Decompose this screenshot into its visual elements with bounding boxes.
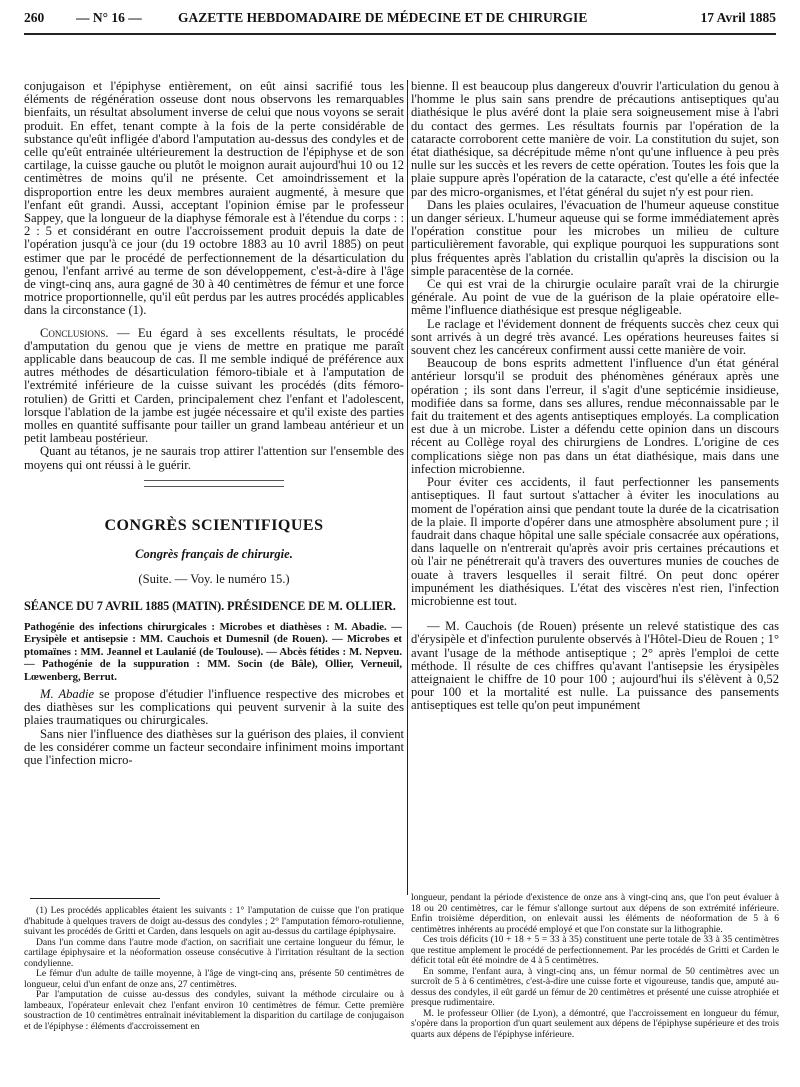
footnote: Par l'amputation de cuisse au-dessus des condyles, suivant la méthode circulaire ou à lambeaux, l'opérateur enlevait chez l'enfant environ 10 centimètres de fémur. Cette première soustraction de 10 centimètres entraînait inévitablement la disparition du cartilage de conjugaison et de l'épiphyse : éléments d'accroissement en	[24, 989, 404, 1032]
footnote-rule	[30, 898, 160, 899]
order-of-day: Pathogénie des infections chirurgicales : Microbes et diathèses : M. Abadie. — Erysipèle et antisepsie : MM. Cauchois et Dumesnil (de Rouen). — Microbes et ptomaïnes : MM. Jeannel et Laulanié (de Toulouse). — Abcès fétides : M. Nepveu. — Pathogénie de la suppuration : MM. Socin (de Bâle), Ollier, Verneuil, Lœwenberg, Berrut.	[24, 620, 402, 683]
paragraph: Beaucoup de bons esprits admettent l'influence d'un état général antérieur lorsqu'il se produit des phénomènes généraux après une opération ; ils sont dans l'erreur, il s'agit d'une septicémie insidieuse, modifiée dans sa forme, dans ses allures, rendue méconnaissable par le fait du traitement et des agents antiseptiques employés. La complication est due à un microbe. Lister a défendu cette opinion dans un discours récent au Collège royal des chirurgiens de Londres. L'origine de ces complications siège non pas dans un état diathésique, mais dans une infection microbienne.	[411, 356, 779, 476]
section-divider	[144, 480, 284, 487]
header-rule	[24, 33, 776, 35]
footnote: (1) Les procédés applicables étaient les suivants : 1° l'amputation de cuisse que l'on pratique d'habitude à quelques travers de doigt au-dessus des condyles ; 2° l'amputation fémoro-rotulienne, suivant les procédés de Gritti et Carden, dans lesquels on agit au-dessus du cartilage épiphysaire.	[24, 906, 404, 937]
continuation-note: (Suite. — Voy. le numéro 15.)	[138, 571, 290, 586]
footnote: Le fémur d'un adulte de taille moyenne, à l'âge de vingt-cinq ans, présente 50 centimètres de longueur, celui d'un enfant de onze ans, 27 centimètres.	[24, 968, 404, 990]
paragraph: Le raclage et l'évidement donnent de fréquents succès chez ceux qui sont arrivés à un degré très avancé. Les opérations heureuses faites si souvent chez les cancéreux confirment aussi cette manière de voir.	[411, 316, 779, 358]
footnote: En somme, l'enfant aura, à vingt-cinq ans, un fémur normal de 50 centimètres avec un surcroît de 5 à 6 centimètres, c'est-à-dire une cuisse forte et vigoureuse, tandis que, amputé au-dessus des condyles, il eût gardé un fémur de 20 centimètres et présenté une cuisse atrophiée et presque rudimentaire.	[411, 965, 779, 1008]
footnote: Ces trois déficits (10 + 18 + 5 = 33 à 35) constituent une perte totale de 33 à 35 centimètres que restitue amplement le procédé de perfectionnement. Par les procédés de Gritti et Carden le déficit total eût été moindre de 4 à 5 centimètres.	[411, 934, 779, 966]
conclusions-paragraph	[24, 327, 404, 446]
footnotes-left	[24, 906, 404, 1081]
conclusions-text: — Eu égard à ses excellents résultats, le procédé d'amputation du genou que je viens de mettre en pratique me paraît applicable dans beaucoup de cas. Il me semble indiqué de préférence aux autres méthodes de désarticulation fémoro-tibiale et à l'amputation de l'extrémité inférieure de la cuisse suivant les procédés (dits fémoro-rotulien) de Gritti et Carden, principalement chez l'enfant et l'adolescent, lorsque l'ablation de la jambe est jugée nécessaire et qu'il existe des parties molles en quantité suffisante pour tailler un grand lambeau antérieur et un petit lambeau postérieur.	[24, 325, 404, 446]
section-title: CONGRÈS SCIENTIFIQUES	[104, 516, 324, 534]
page-number: 260	[24, 10, 45, 25]
footnote: Dans l'un comme dans l'autre mode d'action, on sacrifiait une certaine longueur du fémur, le cartilage épiphysaire et la néoformation osseuse consécutive à l'irritation résultant de la section condylienne.	[24, 936, 404, 969]
speaker-name: — M. Cauchois	[427, 619, 512, 634]
paragraph: bienne. Il est beaucoup plus dangereux d'ouvrir l'articulation du genou à l'homme le plus sain sans prendre de précautions antiseptiques qu'au diathésique le plus avéré dont la plaie sera soigneusement mise à l'abri du contact des germes. Les résultats fournis par l'opération de la cataracte corroborent cette manière de voir. La constitution du sujet, son état diathésique, sa décrépitude même n'ont qu'une influence à peu près nulle sur les succès et les revers de cette opération. Toutes les fois que la plaie suppure après l'opération de la cataracte, c'est qu'elle a été infectée par des micro-organismes, et l'état général du sujet n'y est pour rien.	[411, 80, 779, 199]
paragraph: Dans les plaies oculaires, l'évacuation de l'humeur aqueuse constitue un danger sérieux. L'humeur aqueuse qui se forme immédiatement après l'opération constitue pour les microbes un milieu de culture particulièrement favorable, qui explique pourquoi les suppurations sont plus fréquentes après l'ablation du cristallin qu'après la discision ou la simple paracentèse de la cornée.	[411, 197, 779, 278]
speaker-name: M. Abadie	[40, 686, 95, 701]
paragraph: conjugaison et l'épiphyse entièrement, on eût ainsi sacrifié tous les éléments de régénération osseuse dont nous observons les remarquables bienfaits, un résultat absolument inverse de celui que nous voyons se serait produit. En effet, tenant compte à la fois de la perte considérable de substance qu'eût infligée d'abord l'amputation au-dessus des condyles et de celle qu'eût entrainée ultérieurement la destruction de l'épiphyse et de son cartilage, la cuisse gauche ou plutôt le moignon aurait aujourd'hui 10 ou 12 centimètres de moins qu'il ne présente. Cet amoindrissement et la disproportion entre les deux membres auraient augmenté, à mesure que l'enfant eût grandi. Aussi, acceptant l'opinion émise par le professeur Sappey, que la longueur de la diaphyse fémorale est à l'étendue du corps : : 2 : 5 et considérant en outre l'accroissement produit depuis la date de l'opération jusqu'à ce jour (du 19 octobre 1883 au 10 avril 1885) on peut estimer que par le procédé de perfectionnement de la désarticulation du genou, l'enfant arrivé au terme de son développement, c'est-à-dire à l'âge de vingt-cinq ans, aura gagné de 30 à 40 centimètres de fémur et une force motrice proportionnelle, qu'il eût perdus par les autres procédés applicables dans la circonstance (1).	[24, 80, 404, 318]
session-heading: SÉANCE DU 7 AVRIL 1885 (MATIN). PRÉSIDENCE DE M. OLLIER.	[24, 598, 396, 613]
conclusions-label: Conclusions.	[40, 325, 109, 340]
paragraph: Quant au tétanos, je ne saurais trop attirer l'attention sur l'ensemble des moyens qui ont réussi à le guérir.	[24, 444, 404, 472]
footnote: M. le professeur Ollier (de Lyon), a démontré, que l'accroissement en longueur du fémur, s'opère dans la proportion d'un quart seulement aux dépens de l'épiphyse supérieure et des trois quarts aux dépens de l'épiphyse inférieure.	[411, 1007, 779, 1040]
page-header	[24, 10, 776, 30]
speaker-text: (de Rouen) présente un relevé statistique des cas d'érysipèle et d'infection purulente observés à l'Hôtel-Dieu de Rouen ; 1° avant l'usage de la méthode antiseptique ; 2° après l'emploi de cette méthode. Il résulte de ces chiffres qu'avant l'antisepsie les érysipèles atteignaient le chiffre de 10 pour 100 ; aujourd'hui ils s'élèvent à 0,52 pour 100 et la mortalité est nulle. La puissance des pansements antiseptiques est telle qu'on peut impunément	[411, 619, 779, 713]
left-column	[24, 80, 404, 892]
speaker-text: se propose d'étudier l'influence respective des microbes et des diathèses sur les complications qui peuvent survenir à la suite des plaies traumatiques ou chirurgicales.	[24, 686, 404, 728]
paragraph: Ce qui est vrai de la chirurgie oculaire paraît vrai de la chirurgie générale. Au point de vue de la guérison de la plaie opératoire elle-même l'influence diathésique est presque négligeable.	[411, 277, 779, 318]
cauchois-paragraph	[411, 620, 779, 712]
paragraph: Sans nier l'influence des diathèses sur la guérison des plaies, il convient de les considérer comme un facteur secondaire infiniment moins important que l'infection micro-	[24, 726, 404, 767]
issue-date: 17 Avril 1885	[700, 10, 776, 25]
abadie-paragraph	[24, 688, 404, 728]
issue-number: — N° 16 —	[76, 10, 142, 25]
right-column	[411, 80, 779, 892]
column-divider	[407, 80, 408, 895]
section-subtitle: Congrès français de chirurgie.	[135, 546, 293, 561]
footnotes-right	[411, 893, 779, 1081]
paragraph: Pour éviter ces accidents, il faut perfectionner les pansements antiseptiques. Il faut surtout s'attacher à éviter les inoculations au moment de l'opération ainsi que pendant toute la durée de la cicatrisation de la plaie. Il importe d'opérer dans une atmosphère absolument pure ; il faudrait dans chaque hôpital une salle spéciale consacrée aux opérations, dans laquelle on n'entrerait qu'après avoir pris certaines précautions et où l'air ne pénétrerait qu'à travers des ouvertures munies de couches de ouate à travers lesquelles il serait filtré. On peut donc opérer impunément les diathésiques. L'état des viscères n'est rien, l'infection microbienne est tout.	[411, 475, 779, 608]
journal-title: GAZETTE HEBDOMADAIRE DE MÉDECINE ET DE CHIRURGIE	[178, 10, 588, 25]
footnote: longueur, pendant la période d'existence de onze ans à vingt-cinq ans, que l'on peut évaluer à 18 ou 20 centimètres, car le fémur s'allonge surtout aux dépens de son extrémité inférieure. Enfin troisième déperdition, on enlevait aussi les éléments de néoformation de 5 à 6 centimètres inhérents au procédé employé et que l'on constate sur la lithographie.	[411, 893, 779, 935]
